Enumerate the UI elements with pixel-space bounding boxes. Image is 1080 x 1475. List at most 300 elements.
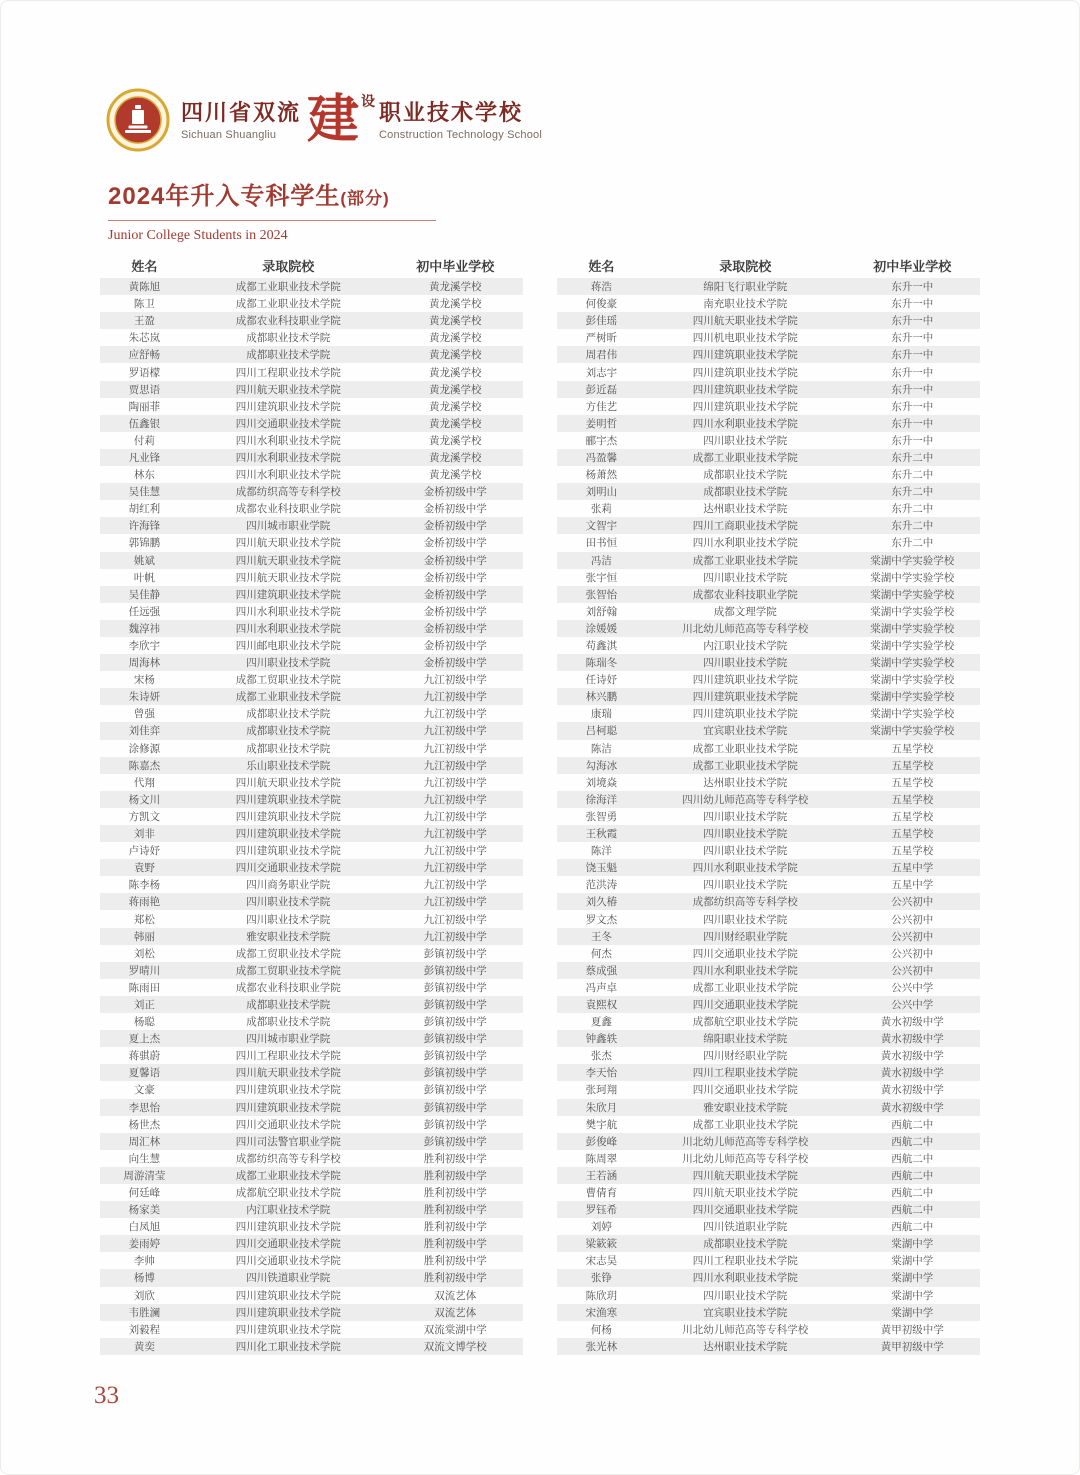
cell-name: 张珂翔: [585, 1084, 618, 1097]
cell-middle-school: 五星中学: [891, 862, 934, 875]
cell-middle-school: 黄龙溪学校: [429, 332, 482, 345]
cell-name: 袁熙权: [585, 998, 618, 1011]
cell-name: 吕柯聪: [585, 725, 618, 738]
table-row: [557, 791, 980, 808]
cell-name: 勾海冰: [585, 759, 618, 772]
cell-college: 成都职业技术学院: [703, 1238, 788, 1251]
cell-college: 四川水利职业技术学院: [235, 605, 341, 618]
table-row: [100, 1047, 523, 1064]
table-row: [557, 945, 980, 962]
cell-middle-school: 棠湖中学实验学校: [870, 725, 955, 738]
cell-college: 成都工贸职业技术学院: [235, 947, 341, 960]
cell-name: 徐海洋: [585, 793, 618, 806]
table-row: [557, 398, 980, 415]
cell-name: 叶帆: [133, 571, 155, 584]
cell-middle-school: 黄龙溪学校: [429, 298, 482, 311]
cell-middle-school: 彭镇初级中学: [423, 1135, 487, 1148]
cell-college: 四川建筑职业技术学院: [235, 1289, 341, 1302]
cell-college: 成都职业技术学院: [246, 998, 331, 1011]
table-row: [100, 842, 523, 859]
table-row: [100, 757, 523, 774]
table-row: [557, 1184, 980, 1201]
cell-middle-school: 金桥初级中学: [423, 520, 487, 533]
cell-college: 四川航天职业技术学院: [692, 1187, 798, 1200]
cell-middle-school: 胜利初级中学: [423, 1169, 487, 1182]
cell-name: 王若涵: [585, 1169, 618, 1182]
cell-middle-school: 棠湖中学实验学校: [870, 588, 955, 601]
cell-middle-school: 胜利初级中学: [423, 1272, 487, 1285]
cell-name: 吴佳慧: [128, 486, 161, 499]
cell-middle-school: 公兴初中: [891, 947, 934, 960]
cell-middle-school: 公兴中学: [891, 998, 934, 1011]
school-name-en-left: Sichuan Shuangliu: [181, 128, 277, 141]
cell-name: 陈欣玥: [585, 1289, 618, 1302]
cell-name: 冯声卓: [585, 981, 618, 994]
cell-college: 四川职业技术学院: [703, 810, 788, 823]
table-row: [100, 1133, 523, 1150]
cell-name: 严树昕: [585, 332, 618, 345]
cell-middle-school: 五星学校: [891, 828, 934, 841]
table-row: [100, 449, 523, 466]
cell-college: 四川职业技术学院: [246, 896, 331, 909]
cell-college: 四川化工职业技术学院: [235, 1340, 341, 1353]
cell-name: 王秋霞: [585, 828, 618, 841]
cell-college: 成都工业职业技术学院: [235, 691, 341, 704]
cell-middle-school: 公兴初中: [891, 913, 934, 926]
cell-college: 四川工商职业技术学院: [692, 520, 798, 533]
cell-middle-school: 彭镇初级中学: [423, 1101, 487, 1114]
cell-college: 四川水利职业技术学院: [235, 622, 341, 635]
cell-name: 代翔: [133, 776, 155, 789]
table-row: [557, 363, 980, 380]
table-row: [557, 432, 980, 449]
cell-college: 四川水利职业技术学院: [692, 964, 798, 977]
cell-middle-school: 黄甲初级中学: [880, 1340, 944, 1353]
cell-college: 四川幼儿师范高等专科学校: [682, 793, 809, 806]
page-title-paren: (部分): [340, 189, 390, 208]
cell-college: 达州职业技术学院: [703, 1340, 788, 1353]
cell-name: 涂修源: [128, 742, 161, 755]
cell-college: 成都职业技术学院: [246, 1016, 331, 1029]
cell-name: 宋杨: [133, 674, 155, 687]
cell-middle-school: 棠湖中学实验学校: [870, 708, 955, 721]
col-header-college: 录取院校: [262, 258, 315, 274]
page-title: [108, 176, 436, 221]
cell-name: 何杨: [590, 1323, 612, 1336]
cell-name: 任诗妤: [585, 674, 618, 687]
table-row: [100, 620, 523, 637]
table-row: [100, 859, 523, 876]
table-row: [557, 1287, 980, 1304]
page-number: 33: [94, 1382, 119, 1409]
school-name-en-right: Construction Technology School: [379, 128, 542, 141]
table-row: [557, 534, 980, 551]
cell-college: 四川建筑职业技术学院: [235, 1306, 341, 1319]
cell-college: 成都工业职业技术学院: [692, 451, 798, 464]
cell-middle-school: 胜利初级中学: [423, 1238, 487, 1251]
table-row: [557, 1064, 980, 1081]
cell-college: 四川职业技术学院: [703, 571, 788, 584]
cell-middle-school: 东升二中: [891, 520, 934, 533]
cell-name: 周汇林: [128, 1135, 161, 1148]
table-row: [100, 483, 523, 500]
cell-middle-school: 东升一中: [891, 315, 934, 328]
table-row: [557, 688, 980, 705]
table-row: [557, 1338, 980, 1355]
cell-college: 成都农业科技职业学院: [235, 315, 341, 328]
cell-middle-school: 黄龙溪学校: [429, 349, 482, 362]
cell-college: 川北幼儿师范高等专科学校: [682, 622, 809, 635]
cell-name: 冯盈馨: [585, 451, 618, 464]
cell-name: 张铮: [590, 1272, 612, 1285]
table-row: [557, 825, 980, 842]
cell-middle-school: 棠湖中学: [891, 1238, 934, 1251]
cell-name: 陈瑞冬: [585, 657, 618, 670]
cell-name: 周海林: [128, 657, 161, 670]
cell-college: 川北幼儿师范高等专科学校: [682, 1152, 809, 1165]
cell-college: 成都工业职业技术学院: [692, 759, 798, 772]
cell-college: 四川职业技术学院: [246, 913, 331, 926]
table-row: [100, 893, 523, 910]
cell-middle-school: 东升二中: [891, 451, 934, 464]
table-row: [100, 398, 523, 415]
cell-name: 蔡成强: [585, 964, 618, 977]
cell-middle-school: 双流文博学校: [423, 1340, 487, 1353]
table-row: [100, 346, 523, 363]
cell-middle-school: 黄龙溪学校: [429, 417, 482, 430]
cell-middle-school: 东升一中: [891, 366, 934, 379]
cell-middle-school: 公兴初中: [891, 964, 934, 977]
cell-college: 四川建筑职业技术学院: [692, 674, 798, 687]
cell-middle-school: 棠湖中学实验学校: [870, 674, 955, 687]
col-header-name: 姓名: [588, 258, 615, 274]
cell-name: 方凯文: [128, 810, 161, 823]
cell-college: 成都纺织高等专科学校: [692, 896, 798, 909]
cell-name: 黄奕: [133, 1340, 155, 1353]
table-row: [557, 1133, 980, 1150]
cell-college: 四川水利职业技术学院: [692, 417, 798, 430]
cell-name: 蒋雨艳: [128, 896, 161, 909]
table-row: [557, 1013, 980, 1030]
table-row: [100, 1099, 523, 1116]
cell-college: 四川职业技术学院: [703, 1289, 788, 1302]
cell-middle-school: 九江初级中学: [423, 879, 487, 892]
cell-college: 成都工业职业技术学院: [692, 742, 798, 755]
cell-name: 林东: [133, 469, 155, 482]
cell-middle-school: 彭镇初级中学: [423, 1050, 487, 1063]
cell-middle-school: 彭镇初级中学: [423, 1118, 487, 1131]
table-row: [100, 466, 523, 483]
cell-name: 胡红利: [128, 503, 161, 516]
cell-middle-school: 黄龙溪学校: [429, 366, 482, 379]
cell-name: 向生慧: [128, 1152, 161, 1165]
cell-name: 杨聪: [133, 1016, 155, 1029]
cell-middle-school: 双流艺体: [434, 1289, 477, 1302]
cell-college: 成都纺织高等专科学校: [235, 1152, 341, 1165]
cell-college: 绵阳职业技术学院: [703, 1033, 788, 1046]
table-row: [557, 757, 980, 774]
cell-name: 刘久椿: [585, 896, 618, 909]
cell-college: 四川工程职业技术学院: [235, 1050, 341, 1063]
cell-college: 成都职业技术学院: [703, 469, 788, 482]
cell-middle-school: 彭镇初级中学: [423, 964, 487, 977]
cell-college: 成都职业技术学院: [246, 742, 331, 755]
cell-name: 杨世杰: [128, 1118, 161, 1131]
cell-middle-school: 黄水初级中学: [880, 1084, 944, 1097]
she-character: 设: [361, 92, 376, 109]
cell-college: 川北幼儿师范高等专科学校: [682, 1135, 809, 1148]
cell-name: 刘舒翰: [585, 605, 618, 618]
cell-name: 周游清莹: [123, 1169, 166, 1182]
cell-college: 四川水利职业技术学院: [692, 1272, 798, 1285]
cell-name: 苟鑫淇: [585, 640, 618, 653]
cell-college: 成都工业职业技术学院: [692, 554, 798, 567]
cell-college: 成都工业职业技术学院: [235, 281, 341, 294]
cell-name: 朱欣月: [585, 1101, 618, 1114]
cell-name: 曾强: [133, 708, 155, 721]
cell-name: 凡业锋: [128, 451, 161, 464]
cell-middle-school: 九江初级中学: [423, 759, 487, 772]
cell-college: 四川交通职业技术学院: [235, 1255, 341, 1268]
col-header-middle-school: 初中毕业学校: [416, 258, 495, 274]
table-row: [557, 1030, 980, 1047]
school-emblem-icon: [106, 88, 170, 152]
table-row: [557, 637, 980, 654]
cell-middle-school: 九江初级中学: [423, 776, 487, 789]
table-row: [557, 996, 980, 1013]
cell-middle-school: 五星学校: [891, 845, 934, 858]
table-row: [100, 654, 523, 671]
table-row: [100, 569, 523, 586]
table-row: [100, 517, 523, 534]
table-row: [100, 381, 523, 398]
cell-college: 四川航天职业技术学院: [235, 383, 341, 396]
cell-college: 成都纺织高等专科学校: [235, 486, 341, 499]
table-row: [557, 1081, 980, 1098]
cell-middle-school: 金桥初级中学: [423, 657, 487, 670]
cell-college: 成都工贸职业技术学院: [235, 674, 341, 687]
cell-college: 四川建筑职业技术学院: [692, 349, 798, 362]
page-subtitle: Junior College Students in 2024: [108, 228, 288, 243]
cell-college: 成都工贸职业技术学院: [235, 964, 341, 977]
cell-college: 四川建筑职业技术学院: [692, 383, 798, 396]
table-row: [100, 1030, 523, 1047]
cell-name: 姜明哲: [585, 417, 618, 430]
cell-name: 冯洁: [590, 554, 612, 567]
cell-middle-school: 金桥初级中学: [423, 640, 487, 653]
table-row: [100, 500, 523, 517]
cell-middle-school: 黄龙溪学校: [429, 434, 482, 447]
cell-name: 文豪: [133, 1084, 155, 1097]
cell-name: 魏淳祎: [128, 622, 161, 635]
table-row: [100, 363, 523, 380]
cell-college: 川北幼儿师范高等专科学校: [682, 1323, 809, 1336]
cell-college: 四川工程职业技术学院: [692, 1255, 798, 1268]
cell-college: 四川建筑职业技术学院: [235, 400, 341, 413]
cell-name: 彭佳瑶: [585, 315, 618, 328]
cell-college: 四川航天职业技术学院: [235, 571, 341, 584]
cell-name: 何杰: [590, 947, 612, 960]
cell-middle-school: 九江初级中学: [423, 742, 487, 755]
cell-middle-school: 胜利初级中学: [423, 1187, 487, 1200]
cell-name: 夏鑫: [590, 1016, 612, 1029]
table-row: [557, 312, 980, 329]
cell-college: 四川司法警官职业学院: [235, 1135, 341, 1148]
table-row: [557, 808, 980, 825]
cell-college: 乐山职业技术学院: [246, 759, 331, 772]
table-row: [557, 1218, 980, 1235]
cell-college: 成都农业科技职业学院: [235, 503, 341, 516]
cell-college: 达州职业技术学院: [703, 503, 788, 516]
table-row: [557, 381, 980, 398]
cell-college: 南充职业技术学院: [703, 298, 788, 311]
table-row: [100, 1081, 523, 1098]
cell-middle-school: 九江初级中学: [423, 810, 487, 823]
cell-college: 四川职业技术学院: [703, 828, 788, 841]
cell-name: 任远强: [128, 605, 161, 618]
table-row: [100, 603, 523, 620]
cell-name: 伍鑫银: [128, 417, 161, 430]
cell-college: 四川交通职业技术学院: [235, 1238, 341, 1251]
cell-middle-school: 九江初级中学: [423, 930, 487, 943]
cell-college: 四川交通职业技术学院: [692, 1204, 798, 1217]
cell-middle-school: 棠湖中学: [891, 1289, 934, 1302]
cell-college: 四川交通职业技术学院: [692, 1084, 798, 1097]
cell-middle-school: 九江初级中学: [423, 828, 487, 841]
cell-name: 陈卫: [133, 298, 155, 311]
cell-name: 袁野: [133, 862, 155, 875]
table-row: [100, 705, 523, 722]
cell-college: 四川职业技术学院: [703, 845, 788, 858]
cell-middle-school: 东升一中: [891, 281, 934, 294]
cell-name: 朱芯岚: [128, 332, 161, 345]
table-row: [100, 637, 523, 654]
cell-college: 四川城市职业学院: [246, 1033, 331, 1046]
cell-college: 内江职业技术学院: [703, 640, 788, 653]
table-right: [557, 252, 980, 1355]
table-body-right: [557, 278, 980, 1355]
cell-name: 贾思语: [128, 383, 161, 396]
table-row: [100, 1150, 523, 1167]
cell-middle-school: 西航二中: [891, 1169, 934, 1182]
cell-name: 郦宇杰: [585, 434, 618, 447]
cell-middle-school: 黄龙溪学校: [429, 281, 482, 294]
cell-middle-school: 棠湖中学实验学校: [870, 571, 955, 584]
table-row: [557, 517, 980, 534]
cell-middle-school: 东升二中: [891, 537, 934, 550]
table-row: [557, 876, 980, 893]
cell-middle-school: 东升一中: [891, 434, 934, 447]
cell-name: 杨文川: [128, 793, 161, 806]
cell-middle-school: 西航二中: [891, 1204, 934, 1217]
table-row: [100, 415, 523, 432]
table-row: [100, 1269, 523, 1286]
cell-middle-school: 东升一中: [891, 332, 934, 345]
cell-college: 四川建筑职业技术学院: [692, 400, 798, 413]
cell-middle-school: 五星中学: [891, 879, 934, 892]
table-body-left: [100, 278, 523, 1355]
table-row: [557, 1167, 980, 1184]
cell-middle-school: 西航二中: [891, 1118, 934, 1131]
table-row: [557, 722, 980, 739]
cell-middle-school: 彭镇初级中学: [423, 1033, 487, 1046]
table-row: [557, 928, 980, 945]
cell-middle-school: 棠湖中学实验学校: [870, 622, 955, 635]
cell-college: 四川交通职业技术学院: [235, 1118, 341, 1131]
cell-middle-school: 九江初级中学: [423, 913, 487, 926]
cell-name: 梁簌簌: [585, 1238, 618, 1251]
table-row: [557, 500, 980, 517]
cell-name: 白凤旭: [128, 1221, 161, 1234]
cell-middle-school: 东升一中: [891, 400, 934, 413]
cell-college: 四川交通职业技术学院: [692, 947, 798, 960]
table-row: [557, 893, 980, 910]
school-name-jian: [307, 88, 376, 150]
table-row: [100, 534, 523, 551]
table-row: [100, 1321, 523, 1338]
cell-middle-school: 胜利初级中学: [423, 1152, 487, 1165]
cell-name: 王盈: [133, 315, 155, 328]
cell-name: 彭近磊: [585, 383, 618, 396]
table-row: [557, 552, 980, 569]
table-row: [100, 876, 523, 893]
cell-middle-school: 黄水初级中学: [880, 1033, 944, 1046]
cell-name: 刘明山: [585, 486, 618, 499]
cell-middle-school: 黄龙溪学校: [429, 400, 482, 413]
table-row: [100, 808, 523, 825]
cell-name: 陈嘉杰: [128, 759, 161, 772]
table-row: [100, 1235, 523, 1252]
cell-college: 四川机电职业技术学院: [692, 332, 798, 345]
cell-college: 四川商务职业学院: [246, 879, 331, 892]
table-left: [100, 252, 523, 1355]
student-tables: [100, 252, 980, 1355]
col-header-middle-school: 初中毕业学校: [873, 258, 952, 274]
cell-name: 李思怡: [128, 1101, 161, 1114]
cell-middle-school: 东升一中: [891, 349, 934, 362]
cell-name: 姚斌: [133, 554, 155, 567]
cell-middle-school: 金桥初级中学: [423, 571, 487, 584]
cell-name: 韩丽: [133, 930, 155, 943]
table-row: [557, 1099, 980, 1116]
cell-middle-school: 九江初级中学: [423, 674, 487, 687]
page-title-main: 2024年升入专科学生: [108, 183, 341, 210]
cell-middle-school: 五星学校: [891, 776, 934, 789]
cell-college: 四川建筑职业技术学院: [692, 366, 798, 379]
table-row: [557, 910, 980, 927]
cell-middle-school: 五星学校: [891, 759, 934, 772]
cell-middle-school: 棠湖中学: [891, 1306, 934, 1319]
cell-college: 雅安职业技术学院: [246, 930, 331, 943]
cell-college: 四川航天职业技术学院: [235, 537, 341, 550]
cell-college: 成都职业技术学院: [246, 725, 331, 738]
cell-name: 刘非: [133, 828, 155, 841]
cell-college: 成都农业科技职业学院: [692, 588, 798, 601]
cell-name: 黄陈旭: [128, 281, 161, 294]
cell-name: 张智勇: [585, 810, 618, 823]
cell-name: 陈李杨: [128, 879, 161, 892]
cell-name: 蒋骐蔚: [128, 1050, 161, 1063]
cell-name: 康瑞: [590, 708, 612, 721]
cell-name: 蒋浩: [590, 281, 612, 294]
table-row: [557, 1235, 980, 1252]
cell-college: 四川航天职业技术学院: [235, 1067, 341, 1080]
cell-name: 宋志昊: [585, 1255, 618, 1268]
cell-middle-school: 五星学校: [891, 793, 934, 806]
cell-middle-school: 东升一中: [891, 298, 934, 311]
table-row: [100, 774, 523, 791]
cell-middle-school: 黄龙溪学校: [429, 451, 482, 464]
